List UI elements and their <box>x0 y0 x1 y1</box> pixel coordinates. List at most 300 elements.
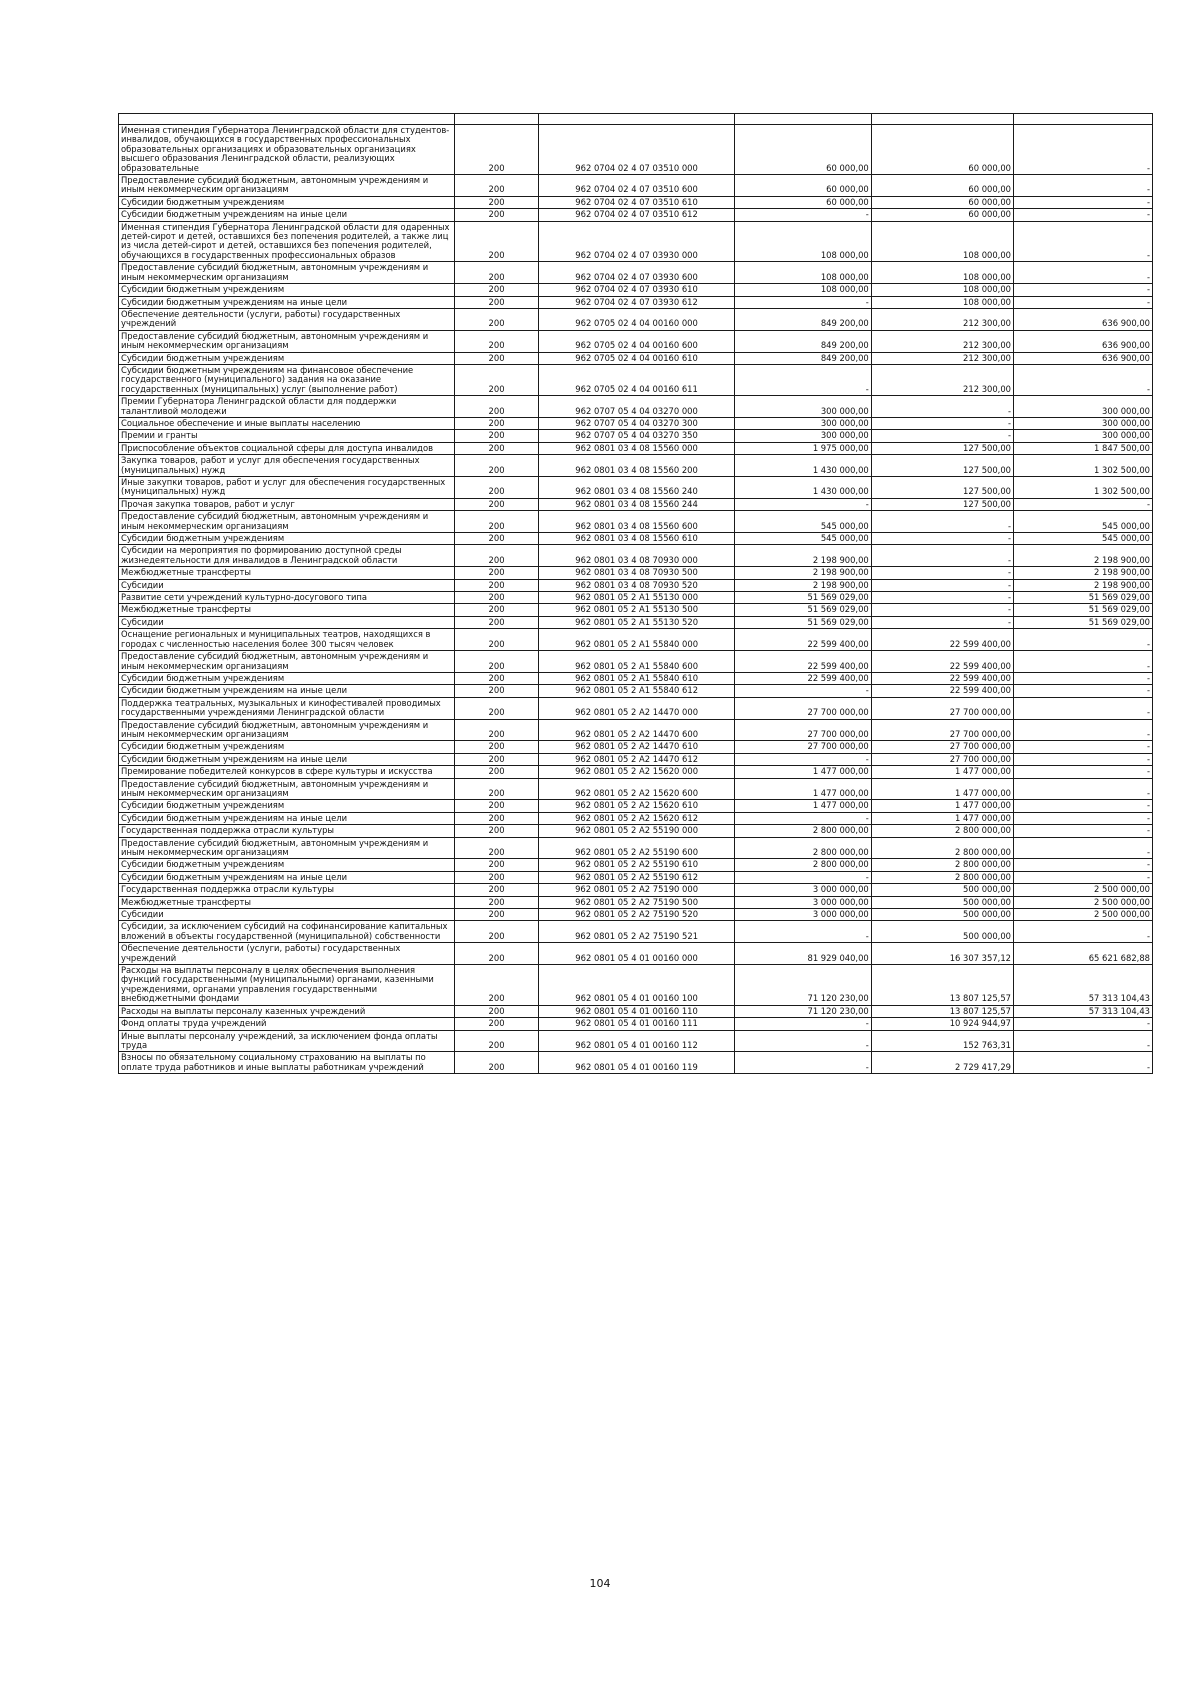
row-classification-code: 962 0801 05 4 01 00160 111 <box>539 1018 735 1030</box>
row-approved-amount: 1 430 000,00 <box>735 477 872 499</box>
row-name <box>119 616 455 628</box>
row-approved-amount: 81 929 040,00 <box>735 943 872 965</box>
table-row <box>119 262 1153 284</box>
row-name-text: Именная стипендия Губернатора Ленинградской области для студентов-инвалидов, обучающихся в государственных профессиональных образовательных организациях и образовательных организациях высшего образования Ленинградской области, реализующих образовательные <box>121 125 450 173</box>
budget-execution-table <box>118 113 1153 1074</box>
table-row <box>119 533 1153 545</box>
row-name <box>119 1005 455 1017</box>
row-code: 200 <box>454 616 538 628</box>
row-executed-amount: 27 700 000,00 <box>871 697 1013 719</box>
row-approved-amount: 108 000,00 <box>735 221 872 262</box>
row-approved-amount: 3 000 000,00 <box>735 884 872 896</box>
row-approved-amount: 51 569 029,00 <box>735 592 872 604</box>
row-unexecuted-amount: - <box>1014 1018 1153 1030</box>
row-unexecuted-amount: 2 500 000,00 <box>1014 884 1153 896</box>
table-row <box>119 567 1153 579</box>
row-code: 200 <box>454 943 538 965</box>
row-approved-amount: - <box>735 871 872 883</box>
row-classification-code: 962 0801 05 2 A1 55840 600 <box>539 651 735 673</box>
row-unexecuted-amount: - <box>1014 741 1153 753</box>
row-executed-amount: 108 000,00 <box>871 221 1013 262</box>
row-classification-code: 962 0801 03 4 08 70930 520 <box>539 579 735 591</box>
row-unexecuted-amount: - <box>1014 209 1153 221</box>
row-name-text: Премии и гранты <box>121 430 198 441</box>
row-unexecuted-amount: 636 900,00 <box>1014 308 1153 330</box>
row-name-text: Предоставление субсидий бюджетным, автономным учреждениям и иным некоммерческим организациям <box>121 719 429 739</box>
row-executed-amount: 13 807 125,57 <box>871 1005 1013 1017</box>
row-executed-amount: 60 000,00 <box>871 175 1013 197</box>
row-classification-code: 962 0801 05 2 A2 14470 612 <box>539 753 735 765</box>
row-code: 200 <box>454 477 538 499</box>
row-executed-amount: 60 000,00 <box>871 209 1013 221</box>
row-executed-amount: 22 599 400,00 <box>871 651 1013 673</box>
row-code: 200 <box>454 296 538 308</box>
row-executed-amount: 27 700 000,00 <box>871 719 1013 741</box>
table-row <box>119 196 1153 208</box>
table-row <box>119 477 1153 499</box>
row-name <box>119 766 455 778</box>
row-unexecuted-amount: 300 000,00 <box>1014 430 1153 442</box>
row-name <box>119 921 455 943</box>
row-executed-amount: 108 000,00 <box>871 262 1013 284</box>
row-name <box>119 175 455 197</box>
row-code: 200 <box>454 125 538 175</box>
row-executed-amount: 500 000,00 <box>871 884 1013 896</box>
row-executed-amount: 27 700 000,00 <box>871 753 1013 765</box>
row-name <box>119 442 455 454</box>
row-executed-amount: 127 500,00 <box>871 442 1013 454</box>
row-name <box>119 477 455 499</box>
row-classification-code: 962 0801 05 2 A1 55840 612 <box>539 685 735 697</box>
row-unexecuted-amount: - <box>1014 800 1153 812</box>
row-unexecuted-amount: 2 198 900,00 <box>1014 579 1153 591</box>
row-name <box>119 533 455 545</box>
row-unexecuted-amount: 57 313 104,43 <box>1014 965 1153 1006</box>
row-approved-amount: 849 200,00 <box>735 308 872 330</box>
row-code: 200 <box>454 455 538 477</box>
row-unexecuted-amount: 636 900,00 <box>1014 352 1153 364</box>
table-row <box>119 396 1153 418</box>
row-code: 200 <box>454 308 538 330</box>
row-classification-code: 962 0801 05 2 A2 14470 000 <box>539 697 735 719</box>
row-name <box>119 800 455 812</box>
row-classification-code: 962 0801 05 4 01 00160 000 <box>539 943 735 965</box>
page-number: 104 <box>589 1577 611 1590</box>
row-code: 200 <box>454 1005 538 1017</box>
row-unexecuted-amount: - <box>1014 672 1153 684</box>
table-row <box>119 651 1153 673</box>
row-executed-amount: 2 800 000,00 <box>871 837 1013 859</box>
row-approved-amount: - <box>735 1018 872 1030</box>
row-approved-amount: 27 700 000,00 <box>735 697 872 719</box>
row-classification-code: 962 0704 02 4 07 03510 610 <box>539 196 735 208</box>
row-approved-amount: 27 700 000,00 <box>735 719 872 741</box>
row-approved-amount: - <box>735 685 872 697</box>
row-approved-amount: 3 000 000,00 <box>735 896 872 908</box>
row-classification-code: 962 0801 03 4 08 15560 600 <box>539 511 735 533</box>
row-unexecuted-amount: - <box>1014 837 1153 859</box>
row-name-text: Именная стипендия Губернатора Ленинградской области для одаренных детей-сирот и детей, оставшихся без попечения родителей, а также лиц из числа детей-сирот и детей, оставшихся без попечения родителей, обучающихся в государственных профессиональных образов <box>121 221 450 260</box>
table-row <box>119 1030 1153 1052</box>
table-row <box>119 592 1153 604</box>
table-row <box>119 800 1153 812</box>
row-executed-amount: 108 000,00 <box>871 284 1013 296</box>
row-classification-code: 962 0801 03 4 08 70930 000 <box>539 545 735 567</box>
row-name-text: Субсидии бюджетным учреждениям <box>121 533 285 544</box>
row-approved-amount: - <box>735 364 872 395</box>
row-unexecuted-amount: 51 569 029,00 <box>1014 616 1153 628</box>
row-name <box>119 592 455 604</box>
row-executed-amount: 212 300,00 <box>871 352 1013 364</box>
row-name-text: Иные выплаты персоналу учреждений, за исключением фонда оплаты труда <box>121 1030 438 1050</box>
row-name <box>119 579 455 591</box>
row-executed-amount: - <box>871 567 1013 579</box>
row-name <box>119 1052 455 1074</box>
row-name <box>119 859 455 871</box>
table-row <box>119 455 1153 477</box>
row-unexecuted-amount: - <box>1014 651 1153 673</box>
row-name <box>119 812 455 824</box>
row-approved-amount: 300 000,00 <box>735 417 872 429</box>
row-classification-code: 962 0705 02 4 04 00160 600 <box>539 330 735 352</box>
row-unexecuted-amount: - <box>1014 296 1153 308</box>
row-name <box>119 308 455 330</box>
row-name <box>119 965 455 1006</box>
row-name-text: Социальное обеспечение и иные выплаты населению <box>121 417 361 428</box>
row-executed-amount: 127 500,00 <box>871 498 1013 510</box>
row-approved-amount: 2 198 900,00 <box>735 579 872 591</box>
row-unexecuted-amount: - <box>1014 719 1153 741</box>
table-row <box>119 896 1153 908</box>
row-code: 200 <box>454 442 538 454</box>
row-approved-amount: 3 000 000,00 <box>735 909 872 921</box>
table-row <box>119 921 1153 943</box>
table-row <box>119 965 1153 1006</box>
row-classification-code: 962 0801 05 2 A2 15620 610 <box>539 800 735 812</box>
table-row <box>119 308 1153 330</box>
row-name <box>119 896 455 908</box>
table-row <box>119 685 1153 697</box>
row-approved-amount: - <box>735 209 872 221</box>
row-code: 200 <box>454 330 538 352</box>
row-classification-code: 962 0801 05 2 A2 15620 612 <box>539 812 735 824</box>
row-executed-amount: - <box>871 511 1013 533</box>
row-approved-amount: 60 000,00 <box>735 125 872 175</box>
row-classification-code: 962 0704 02 4 07 03930 600 <box>539 262 735 284</box>
row-approved-amount: 60 000,00 <box>735 175 872 197</box>
row-code: 200 <box>454 352 538 364</box>
row-code: 200 <box>454 741 538 753</box>
table-row <box>119 579 1153 591</box>
row-approved-amount: 22 599 400,00 <box>735 672 872 684</box>
row-approved-amount: 849 200,00 <box>735 330 872 352</box>
row-approved-amount: 300 000,00 <box>735 430 872 442</box>
row-name-text: Субсидии бюджетным учреждениям <box>121 859 285 870</box>
row-classification-code: 962 0801 05 4 01 00160 110 <box>539 1005 735 1017</box>
row-code: 200 <box>454 909 538 921</box>
row-classification-code: 962 0801 05 2 A2 75190 500 <box>539 896 735 908</box>
row-code: 200 <box>454 579 538 591</box>
row-unexecuted-amount: 636 900,00 <box>1014 330 1153 352</box>
row-name-text: Иные закупки товаров, работ и услуг для обеспечения государственных (муниципальных) нужд <box>121 477 446 497</box>
row-name <box>119 741 455 753</box>
row-name <box>119 719 455 741</box>
row-executed-amount: 1 477 000,00 <box>871 800 1013 812</box>
row-name-text: Взносы по обязательному социальному страхованию на выплаты по оплате труда работников и иные выплаты работникам учреждений <box>121 1052 426 1072</box>
row-approved-amount: - <box>735 296 872 308</box>
budget-report-sheet <box>118 113 1153 1074</box>
table-row <box>119 859 1153 871</box>
row-name-text: Субсидии на мероприятия по формированию доступной среды жизнедеятельности для инвалидов в Ленинградской области <box>121 545 402 565</box>
row-unexecuted-amount: - <box>1014 498 1153 510</box>
row-executed-amount: 1 477 000,00 <box>871 778 1013 800</box>
row-approved-amount: 849 200,00 <box>735 352 872 364</box>
row-executed-amount: - <box>871 616 1013 628</box>
row-executed-amount: 152 763,31 <box>871 1030 1013 1052</box>
table-row <box>119 364 1153 395</box>
row-executed-amount: 22 599 400,00 <box>871 672 1013 684</box>
row-classification-code: 962 0801 05 2 A2 15620 000 <box>539 766 735 778</box>
row-name-text: Предоставление субсидий бюджетным, автономным учреждениям и иным некоммерческим организациям <box>121 511 429 531</box>
row-unexecuted-amount: - <box>1014 766 1153 778</box>
row-classification-code: 962 0801 05 2 A2 14470 610 <box>539 741 735 753</box>
row-name-text: Государственная поддержка отрасли культуры <box>121 825 335 836</box>
table-row <box>119 1005 1153 1017</box>
row-name-text: Субсидии <box>121 909 164 920</box>
row-code: 200 <box>454 921 538 943</box>
row-unexecuted-amount: - <box>1014 221 1153 262</box>
row-code: 200 <box>454 604 538 616</box>
row-executed-amount: 127 500,00 <box>871 455 1013 477</box>
row-code: 200 <box>454 1018 538 1030</box>
row-code: 200 <box>454 533 538 545</box>
row-name <box>119 672 455 684</box>
row-approved-amount: - <box>735 753 872 765</box>
row-classification-code: 962 0704 02 4 07 03930 000 <box>539 221 735 262</box>
row-executed-amount: 2 800 000,00 <box>871 871 1013 883</box>
row-name-text: Фонд оплаты труда учреждений <box>121 1018 267 1029</box>
row-classification-code: 962 0801 05 2 A2 75190 520 <box>539 909 735 921</box>
row-name <box>119 651 455 673</box>
row-unexecuted-amount: 51 569 029,00 <box>1014 592 1153 604</box>
table-row <box>119 284 1153 296</box>
row-code: 200 <box>454 896 538 908</box>
row-name <box>119 221 455 262</box>
row-approved-amount: - <box>735 812 872 824</box>
row-unexecuted-amount: - <box>1014 284 1153 296</box>
row-approved-amount: - <box>735 498 872 510</box>
row-executed-amount: - <box>871 417 1013 429</box>
row-name <box>119 884 455 896</box>
row-classification-code: 962 0801 03 4 08 15560 000 <box>539 442 735 454</box>
table-row <box>119 629 1153 651</box>
row-name-text: Расходы на выплаты персоналу казенных учреждений <box>121 1005 366 1016</box>
row-name-text: Предоставление субсидий бюджетным, автономным учреждениям и иным некоммерческим организациям <box>121 262 429 282</box>
row-name <box>119 753 455 765</box>
row-classification-code: 962 0704 02 4 07 03930 612 <box>539 296 735 308</box>
table-row <box>119 884 1153 896</box>
row-approved-amount: - <box>735 1030 872 1052</box>
row-code: 200 <box>454 1030 538 1052</box>
row-code: 200 <box>454 430 538 442</box>
row-unexecuted-amount: - <box>1014 262 1153 284</box>
table-row <box>119 125 1153 175</box>
row-name <box>119 511 455 533</box>
table-row <box>119 672 1153 684</box>
row-name <box>119 455 455 477</box>
row-name <box>119 545 455 567</box>
table-row <box>119 545 1153 567</box>
row-classification-code: 962 0801 05 2 A2 55190 600 <box>539 837 735 859</box>
table-row <box>119 825 1153 837</box>
row-executed-amount: - <box>871 579 1013 591</box>
row-approved-amount: 545 000,00 <box>735 511 872 533</box>
row-unexecuted-amount: - <box>1014 1052 1153 1074</box>
row-name <box>119 697 455 719</box>
row-classification-code: 962 0704 02 4 07 03510 600 <box>539 175 735 197</box>
row-name-text: Предоставление субсидий бюджетным, автономным учреждениям и иным некоммерческим организациям <box>121 651 429 671</box>
row-approved-amount: 22 599 400,00 <box>735 629 872 651</box>
row-code: 200 <box>454 196 538 208</box>
row-unexecuted-amount: 2 500 000,00 <box>1014 896 1153 908</box>
row-code: 200 <box>454 719 538 741</box>
table-row <box>119 296 1153 308</box>
row-classification-code: 962 0801 05 4 01 00160 119 <box>539 1052 735 1074</box>
row-code: 200 <box>454 651 538 673</box>
table-row <box>119 766 1153 778</box>
row-unexecuted-amount: - <box>1014 921 1153 943</box>
row-name-text: Закупка товаров, работ и услуг для обеспечения государственных (муниципальных) нужд <box>121 455 420 475</box>
row-unexecuted-amount: - <box>1014 685 1153 697</box>
row-name <box>119 604 455 616</box>
row-name-text: Субсидии бюджетным учреждениям <box>121 352 285 363</box>
table-row <box>119 221 1153 262</box>
row-approved-amount: 2 198 900,00 <box>735 567 872 579</box>
row-executed-amount: - <box>871 430 1013 442</box>
row-classification-code: 962 0801 05 4 01 00160 112 <box>539 1030 735 1052</box>
row-executed-amount: 212 300,00 <box>871 330 1013 352</box>
row-classification-code: 962 0801 05 4 01 00160 100 <box>539 965 735 1006</box>
row-approved-amount: 108 000,00 <box>735 262 872 284</box>
row-code: 200 <box>454 567 538 579</box>
row-code: 200 <box>454 884 538 896</box>
row-name-text: Премии Губернатора Ленинградской области для поддержки талантливой молодежи <box>121 396 397 416</box>
row-name <box>119 430 455 442</box>
row-executed-amount: 108 000,00 <box>871 296 1013 308</box>
row-code: 200 <box>454 800 538 812</box>
row-executed-amount: - <box>871 533 1013 545</box>
row-approved-amount: 51 569 029,00 <box>735 616 872 628</box>
row-approved-amount: 71 120 230,00 <box>735 1005 872 1017</box>
row-name-text: Субсидии бюджетным учреждениям <box>121 284 285 295</box>
row-approved-amount: 545 000,00 <box>735 533 872 545</box>
row-executed-amount: 2 800 000,00 <box>871 859 1013 871</box>
row-executed-amount: 60 000,00 <box>871 196 1013 208</box>
row-executed-amount: 212 300,00 <box>871 308 1013 330</box>
row-name-text: Субсидии бюджетным учреждениям на иные цели <box>121 209 348 220</box>
row-classification-code: 962 0801 05 2 A2 55190 612 <box>539 871 735 883</box>
row-approved-amount: 60 000,00 <box>735 196 872 208</box>
table-row <box>119 511 1153 533</box>
row-code: 200 <box>454 175 538 197</box>
row-classification-code: 962 0707 05 4 04 03270 350 <box>539 430 735 442</box>
row-code: 200 <box>454 629 538 651</box>
row-unexecuted-amount: 65 621 682,88 <box>1014 943 1153 965</box>
row-classification-code: 962 0801 05 2 A1 55130 500 <box>539 604 735 616</box>
row-code: 200 <box>454 697 538 719</box>
row-code: 200 <box>454 221 538 262</box>
row-unexecuted-amount: - <box>1014 778 1153 800</box>
row-name-text: Оснащение региональных и муниципальных театров, находящихся в городах с численностью населения более 300 тысяч человек <box>121 629 431 649</box>
row-code: 200 <box>454 284 538 296</box>
row-approved-amount: 27 700 000,00 <box>735 741 872 753</box>
row-approved-amount: - <box>735 921 872 943</box>
row-name-text: Субсидии бюджетным учреждениям на иные цели <box>121 871 348 882</box>
row-code: 200 <box>454 511 538 533</box>
table-row <box>119 442 1153 454</box>
row-name-text: Субсидии бюджетным учреждениям на иные цели <box>121 812 348 823</box>
row-code: 200 <box>454 778 538 800</box>
table-row <box>119 1052 1153 1074</box>
row-name <box>119 352 455 364</box>
row-approved-amount: 71 120 230,00 <box>735 965 872 1006</box>
table-row <box>119 778 1153 800</box>
row-classification-code: 962 0801 03 4 08 15560 200 <box>539 455 735 477</box>
row-name <box>119 825 455 837</box>
row-executed-amount: 127 500,00 <box>871 477 1013 499</box>
row-approved-amount: 22 599 400,00 <box>735 651 872 673</box>
row-approved-amount: 2 800 000,00 <box>735 837 872 859</box>
row-unexecuted-amount: 2 500 000,00 <box>1014 909 1153 921</box>
row-name-text: Предоставление субсидий бюджетным, автономным учреждениям и иным некоммерческим организациям <box>121 837 429 857</box>
table-row <box>119 175 1153 197</box>
row-name-text: Предоставление субсидий бюджетным, автономным учреждениям и иным некоммерческим организациям <box>121 330 429 351</box>
table-row <box>119 741 1153 753</box>
table-row <box>119 909 1153 921</box>
row-unexecuted-amount: - <box>1014 364 1153 395</box>
row-code: 200 <box>454 825 538 837</box>
row-name <box>119 364 455 395</box>
row-name-text: Субсидии бюджетным учреждениям на иные цели <box>121 685 348 696</box>
row-code: 200 <box>454 766 538 778</box>
row-code: 200 <box>454 545 538 567</box>
row-name <box>119 871 455 883</box>
table-row <box>119 417 1153 429</box>
row-approved-amount: 51 569 029,00 <box>735 604 872 616</box>
row-name-text: Субсидии бюджетным учреждениям на иные цели <box>121 296 348 307</box>
row-unexecuted-amount: 1 302 500,00 <box>1014 455 1153 477</box>
row-code: 200 <box>454 417 538 429</box>
row-name <box>119 567 455 579</box>
row-code: 200 <box>454 209 538 221</box>
table-row <box>119 604 1153 616</box>
table-row <box>119 812 1153 824</box>
row-classification-code: 962 0801 05 2 A2 14470 600 <box>539 719 735 741</box>
row-unexecuted-amount: - <box>1014 859 1153 871</box>
row-unexecuted-amount: 57 313 104,43 <box>1014 1005 1153 1017</box>
row-executed-amount: 2 800 000,00 <box>871 825 1013 837</box>
row-name <box>119 837 455 859</box>
row-code: 200 <box>454 965 538 1006</box>
row-unexecuted-amount: 545 000,00 <box>1014 511 1153 533</box>
row-name <box>119 417 455 429</box>
row-executed-amount: 16 307 357,12 <box>871 943 1013 965</box>
row-name-text: Субсидии бюджетным учреждениям <box>121 672 285 683</box>
row-name-text: Субсидии, за исключением субсидий на софинансирование капитальных вложений в объекты государственной (муниципальной) собственности <box>121 921 448 941</box>
row-unexecuted-amount: - <box>1014 825 1153 837</box>
row-classification-code: 962 0705 02 4 04 00160 000 <box>539 308 735 330</box>
row-code: 200 <box>454 685 538 697</box>
